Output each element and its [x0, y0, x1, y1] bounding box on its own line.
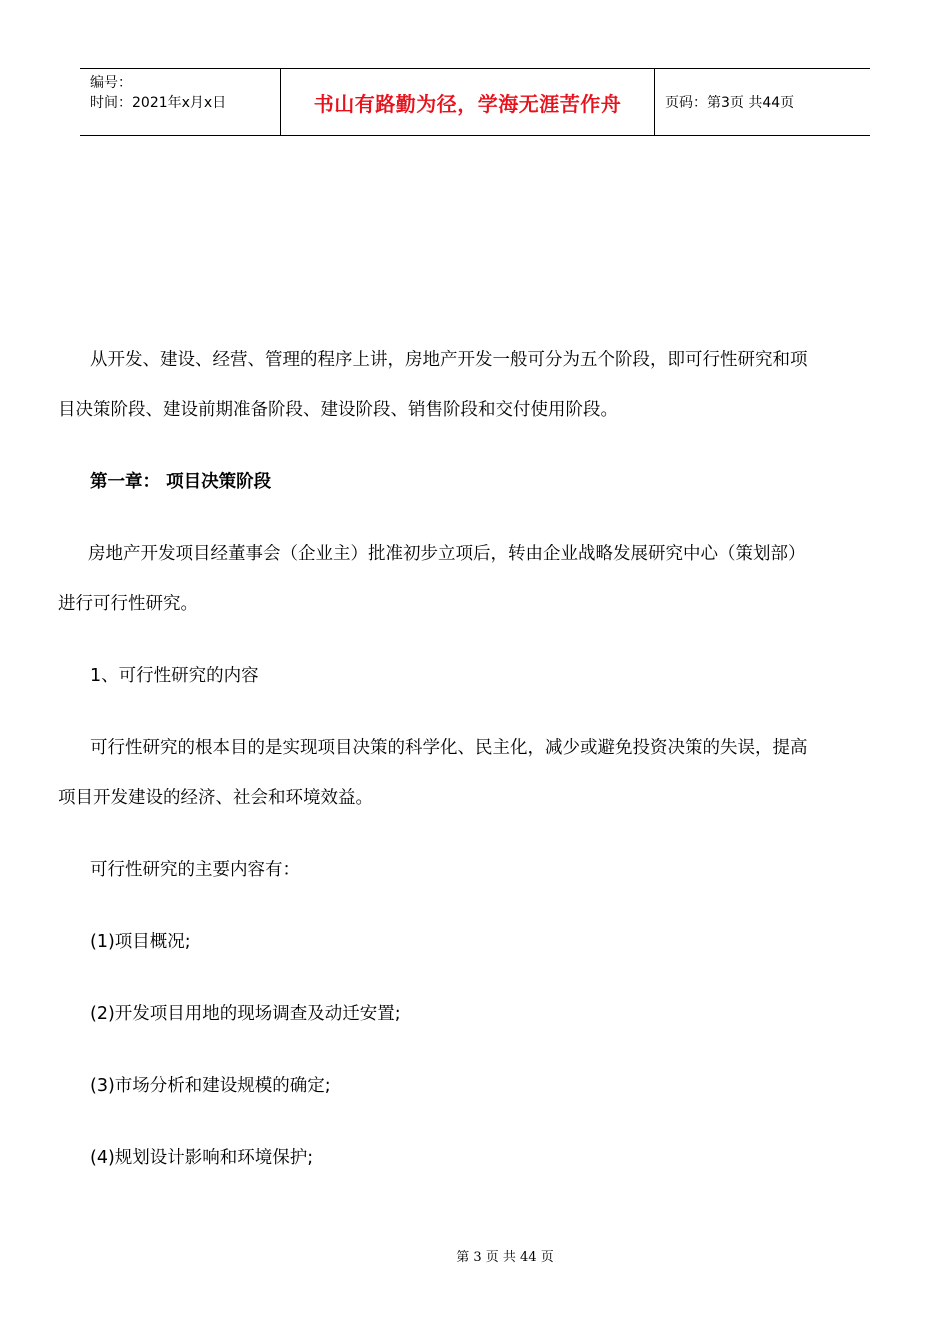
- paragraph-4: 可行性研究的主要内容有：: [90, 860, 300, 880]
- list-item: (3)市场分析和建设规模的确定;: [90, 1076, 331, 1096]
- paragraph-3-line2: 项目开发建设的经济、社会和环境效益。: [58, 788, 373, 808]
- header-motto-cell: [281, 69, 655, 135]
- time-label: 时间：2021年x月x日: [90, 95, 227, 111]
- header-motto: 书山有路勤为径，学海无涯苦作舟: [313, 91, 622, 116]
- list-item: (2)开发项目用地的现场调查及动迁安置;: [90, 1004, 401, 1024]
- header-page-info: 页码：第3页 共44页: [665, 95, 795, 111]
- section-1-title: 1、可行性研究的内容: [90, 666, 259, 686]
- list-item: (4)规划设计影响和环境保护;: [90, 1148, 314, 1168]
- chapter-title: 第一章： 项目决策阶段: [90, 472, 272, 492]
- page-footer: [0, 1246, 950, 1265]
- page-header: [80, 68, 870, 136]
- intro-paragraph-line1: 从开发、建设、经营、管理的程序上讲，房地产开发一般可分为五个阶段，即可行性研究和项: [90, 350, 808, 370]
- paragraph-2-line2: 进行可行性研究。: [58, 594, 198, 614]
- intro-paragraph-line2: 目决策阶段、建设前期准备阶段、建设阶段、销售阶段和交付使用阶段。: [58, 400, 618, 420]
- list-item: (1)项目概况;: [90, 932, 191, 952]
- paragraph-2-line1: 房地产开发项目经董事会（企业主）批准初步立项后，转由企业战略发展研究中心（策划部）: [88, 544, 806, 564]
- paragraph-3-line1: 可行性研究的根本目的是实现项目决策的科学化、民主化，减少或避免投资决策的失误，提高: [90, 738, 808, 758]
- header-page-cell: [655, 69, 870, 135]
- header-meta: [80, 69, 281, 135]
- number-label: 编号：: [90, 75, 132, 91]
- footer-page-number: 第 3 页 共 44 页: [456, 1250, 554, 1265]
